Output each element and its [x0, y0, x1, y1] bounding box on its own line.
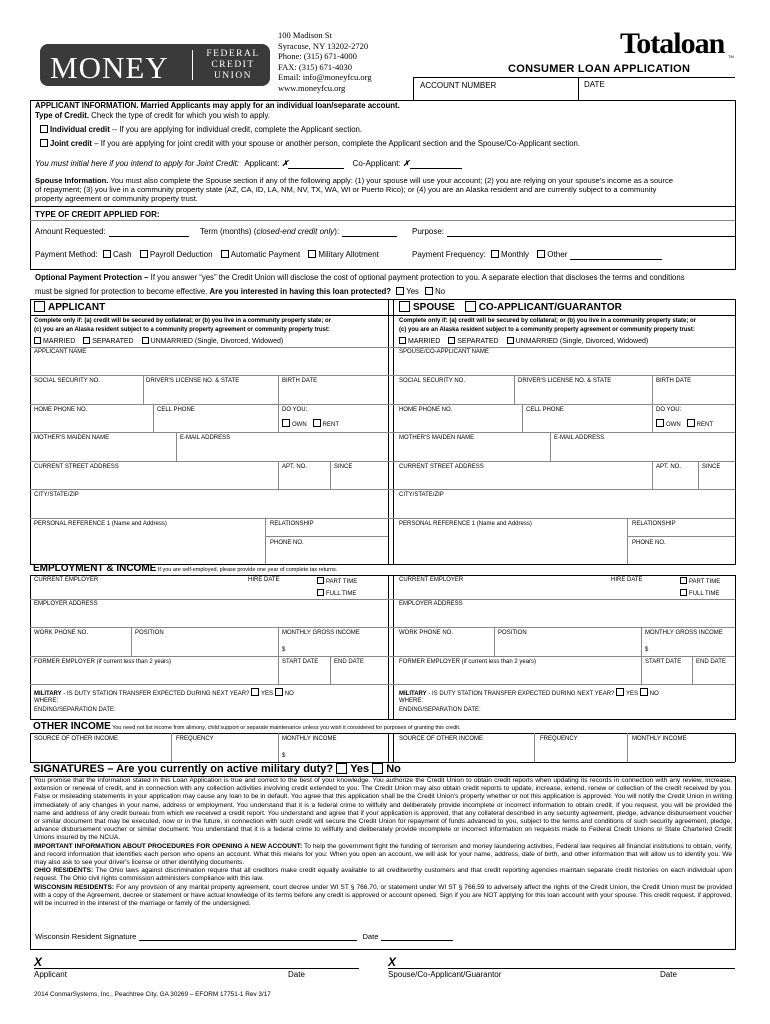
coapplicant-hire-label: HIRE DATE: [611, 577, 643, 583]
coapplicant-relationship-label: RELATIONSHIP: [632, 521, 676, 527]
purpose-label: Purpose:: [412, 227, 445, 236]
applicant-street-label: CURRENT STREET ADDRESS: [34, 464, 119, 470]
coapplicant-cell-label: CELL PHONE: [526, 407, 564, 413]
coapplicant-ending-date-label: ENDING/SEPARATION DATE:: [399, 707, 481, 713]
applicant-other-income-dollar: $: [282, 753, 286, 759]
applicant-signature-date-label: Date: [288, 970, 305, 979]
coapplicant-other-income-monthly-label: MONTHLY INCOME: [632, 736, 687, 742]
applicant-do-you-label: DO YOU:: [282, 407, 308, 413]
other-frequency-label: Other: [547, 250, 568, 259]
payment-frequency-label: Payment Frequency:: [412, 250, 486, 259]
ohio-title: OHIO RESIDENTS:: [34, 867, 94, 875]
amount-requested-label: Amount Requested:: [35, 227, 106, 236]
coapplicant-part-time-label: PART TIME: [689, 579, 721, 585]
logo-credit-text: CREDIT: [211, 60, 255, 70]
coapplicant-apt-label: APT. NO.: [656, 464, 682, 470]
cash-checkbox[interactable]: [103, 250, 111, 258]
applicant-rent-checkbox[interactable]: [313, 419, 321, 427]
address-phone: Phone: (315) 671-4000: [278, 51, 357, 61]
address-fax: FAX: (315) 671-4030: [278, 61, 352, 72]
wisconsin-signature-field[interactable]: [139, 940, 357, 941]
payment-protection-text-2: must be signed for protection to become effective.: [35, 287, 208, 296]
wisconsin-text: For any provision of any marital property agreement, court decree under WI ST § 766.70, or statement under WI ST § 766.59 to adversely affect the rights of the Credit Union, the Credit Union must be provided with a copy of the Agreement, decree or statement or have actual knowledge of its terms before any credit is approved or account opened. Sign if you are NOT applying for this loan account with your spouse. This credit request, if approved, will be incurred in the interest of the marriage or family of the undersigned.: [34, 883, 732, 908]
applicant-unmarried-checkbox[interactable]: [142, 337, 149, 344]
term-label: Term (months) (: [200, 227, 257, 236]
applicant-gross-income-dollar: $: [282, 647, 286, 653]
employment-heading: EMPLOYMENT & INCOME: [33, 563, 157, 574]
spouse-info-text-2: of repayment; (3) you live in a community property state (AZ, CA, ID, LA, NM, NV, TX, WA, WI or Puerto Rico); or (4) you are an Alaska resident and are currently subject to a community: [35, 185, 657, 194]
coapplicant-transfer-no-checkbox[interactable]: [640, 688, 648, 696]
signatures-paragraph-1: You promise that the information stated in this Loan Application is true and correct to the best of your knowledge. You authorize the Credit Union to obtain credit reports when updating its records in connection with any review, increase, extension or renewal of credit, and in connection with any collection activities involving credit extended to you. The Credit Union may also obtain credit reports to update, increase, extend, renew or collection of the credit received by you. False or misleading statements in your application may cause any loan to be in default. You agree that this application shall be the Credit Union's property whether or not this application is approved. You will notify the Credit Union in writing immediately of any changes in your name, address or employment. You understand that it is a federal crime to willfully and deliberately provide incomplete or incorrect information to obtain credit. If you request, you will be provided the name and address of any credit bureau from which we received a credit report. You understand and agree that if your application is approved, that any collateral described in any security agreement, pledge, advance disbursement voucher or similar document that may be executed, now or in the future, in connection with such credit will secure the Credit Union for repayment of funds advanced to you, subject to the terms and conditions of such security agreement, pledge, advance disbursement voucher or similar document. You understand that it is a federal crime to willfully and deliberately provide incomplete or incorrect information on requests made to Federal Credit Unions or State Chartered Credit Unions insured by the NCUA.: [34, 777, 732, 842]
other-frequency-checkbox[interactable]: [537, 250, 545, 258]
new-account-text: To help the government fight the funding of terrorism and money laundering activities, Federal law requires all financial institutions to obtain, verify, and record information that identifies each person who opens an account. What this means for you: When you open an account, we will ask for your name, address, date of birth, and other information that will allow us to identify you. We may also ask to see your driver's license or other identifying documents.: [34, 842, 733, 867]
applicant-part-time-label: PART TIME: [326, 579, 358, 585]
applicant-ssn-label: SOCIAL SECURITY NO.: [34, 378, 101, 384]
coapplicant-gross-income-label: MONTHLY GROSS INCOME: [645, 630, 723, 636]
applicant-unmarried-label: UNMARRIED (Single, Divorced, Widowed): [150, 338, 284, 345]
address-city: Syracuse, NY 13202-2720: [278, 40, 369, 51]
payment-protection-text-1: If you answer “yes” the Credit Union will disclose the cost of optional payment protection to you. A separate election that discloses the terms and conditions: [148, 273, 685, 282]
applicant-ending-date-label: ENDING/SEPARATION DATE:: [34, 707, 116, 713]
coapplicant-part-time-checkbox[interactable]: [680, 577, 687, 584]
money-fcu-logo: [40, 44, 270, 86]
coapplicant-transfer-no-label: NO: [649, 691, 659, 697]
coapplicant-complete-text-2: (c) you are an Alaska resident subject to a community property agreement or community property trust:: [399, 327, 695, 333]
applicant-where-label: WHERE:: [34, 698, 58, 704]
coapplicant-other-income-source-label: SOURCE OF OTHER INCOME: [399, 736, 484, 742]
ohio-text: The Ohio laws against discrimination require that all creditors make credit equally available to all creditworthy customers and that credit reporting agencies maintain separate credit histories on each individual upon request. The Ohio civil rights commission administers compliance with this law.: [34, 867, 732, 883]
applicant-complete-text-2: (c) you are an Alaska resident subject to a community property agreement or community property trust:: [34, 327, 330, 333]
payment-method-label: Payment Method:: [35, 250, 98, 259]
term-label-end: ):: [334, 227, 340, 236]
applicant-apt-label: APT. NO.: [282, 464, 308, 470]
coapplicant-where-label: WHERE:: [399, 698, 423, 704]
applicant-employer-label: CURRENT EMPLOYER: [34, 577, 99, 583]
coapplicant-initial-x: ✗: [402, 159, 410, 168]
coapplicant-dl-label: DRIVER'S LICENSE NO. & STATE: [518, 378, 612, 384]
applicant-married-checkbox[interactable]: [34, 337, 41, 344]
individual-credit-text: -- If you are applying for individual credit, complete the Applicant section.: [109, 125, 363, 134]
employment-note: If you are self-employed, please provide one year of complete tax returns.: [156, 567, 338, 573]
applicant-email-label: E-MAIL ADDRESS: [180, 435, 231, 441]
coapplicant-work-phone-label: WORK PHONE NO.: [399, 630, 454, 636]
applicant-checkbox[interactable]: [34, 301, 45, 312]
individual-credit-checkbox[interactable]: [40, 125, 48, 133]
active-military-no-checkbox[interactable]: [372, 763, 383, 774]
joint-credit-text: – If you are applying for joint credit with your spouse or another person, complete the Applicant section and the Spouse/Co-Applicant section.: [92, 139, 581, 148]
coapplicant-separated-label: SEPARATED: [457, 338, 499, 345]
coapplicant-signature-x: X: [388, 955, 397, 969]
monthly-checkbox[interactable]: [491, 250, 499, 258]
military-allotment-label: Military Allotment: [318, 250, 379, 259]
wisconsin-date-label: Date: [362, 932, 379, 941]
applicant-work-phone-label: WORK PHONE NO.: [34, 630, 89, 636]
applicant-own-label: OWN: [292, 422, 307, 428]
purpose-field[interactable]: [447, 236, 735, 237]
credit-union-address: [278, 30, 372, 93]
coapplicant-email-label: E-MAIL ADDRESS: [554, 435, 605, 441]
applicant-city-label: CITY/STATE/ZIP: [34, 492, 79, 498]
form-footer: 2014 ConmarSystems, Inc., Peachtree City, GA 30269 – EFORM 17751-1 Rev 3/17: [34, 991, 271, 998]
coapplicant-transfer-yes-label: YES: [626, 691, 639, 697]
spouse-info-text-1: You must also complete the Spouse section if any of the following apply: (1) your spouse will use your account; (2) you are relying on your spouse's income as a source: [108, 176, 673, 185]
coapplicant-married-checkbox[interactable]: [399, 337, 406, 344]
applicant-cell-label: CELL PHONE: [157, 407, 195, 413]
applicant-complete-text-1: Complete only if: (a) credit will be secured by collateral; or (b) you live in a community property state; or: [34, 318, 332, 324]
coapplicant-full-time-checkbox[interactable]: [680, 589, 687, 596]
totaloan-logo: Totaloan: [620, 27, 725, 60]
coapplicant-end-date-label: END DATE: [696, 659, 726, 665]
applicant-transfer-yes-checkbox[interactable]: [251, 688, 259, 696]
coapplicant-city-label: CITY/STATE/ZIP: [399, 492, 444, 498]
joint-credit-label: Joint credit: [50, 139, 93, 148]
payment-protection-title: Optional Payment Protection –: [35, 273, 149, 282]
applicant-other-income-monthly-label: MONTHLY INCOME: [282, 736, 337, 742]
protection-yes-label: Yes: [406, 287, 419, 296]
coapplicant-birth-label: BIRTH DATE: [656, 378, 692, 384]
coapplicant-separated-checkbox[interactable]: [448, 337, 455, 344]
applicant-own-checkbox[interactable]: [282, 419, 290, 427]
spouse-info-text-3: property agreement or community property trust.: [35, 194, 198, 203]
payment-protection-question: Are you interested in having this loan protected?: [209, 287, 392, 296]
applicant-transfer-yes-label: YES: [261, 691, 274, 697]
applicant-military-label: MILITARY: [34, 691, 62, 697]
applicant-signature-x: X: [34, 955, 43, 969]
applicant-separated-checkbox[interactable]: [83, 337, 90, 344]
coapplicant-maiden-label: MOTHER'S MAIDEN NAME: [399, 435, 475, 441]
coapplicant-position-label: POSITION: [498, 630, 527, 636]
active-military-yes-label: Yes: [350, 763, 370, 775]
coapplicant-initial-label: Co-Applicant:: [352, 159, 401, 168]
applicant-transfer-no-label: NO: [284, 691, 294, 697]
payroll-label: Payroll Deduction: [149, 250, 213, 259]
coapplicant-employer-address-label: EMPLOYER ADDRESS: [399, 601, 463, 607]
coapplicant-rent-label: RENT: [696, 422, 714, 428]
coapplicant-military-question: - IS DUTY STATION TRANSFER EXPECTED DURING NEXT YEAR?: [426, 691, 615, 697]
joint-credit-checkbox[interactable]: [40, 139, 48, 147]
coapplicant-start-date-label: START DATE: [645, 659, 682, 665]
coapplicant-own-label: OWN: [666, 422, 681, 428]
coapplicant-ssn-label: SOCIAL SECURITY NO.: [399, 378, 466, 384]
applicant-end-date-label: END DATE: [334, 659, 364, 665]
applicant-employer-address-label: EMPLOYER ADDRESS: [34, 601, 98, 607]
wisconsin-signature-label: Wisconsin Resident Signature: [35, 932, 137, 941]
applicant-rent-label: RENT: [322, 422, 340, 428]
new-account-title: IMPORTANT INFORMATION ABOUT PROCEDURES FOR OPENING A NEW ACCOUNT:: [34, 842, 303, 850]
applicant-initial-x: ✗: [281, 159, 289, 168]
coapplicant-section-title: CO-APPLICANT/GUARANTOR: [478, 302, 622, 313]
automatic-checkbox[interactable]: [221, 250, 229, 258]
spouse-info-title: Spouse Information.: [35, 176, 109, 185]
applicant-maiden-label: MOTHER'S MAIDEN NAME: [34, 435, 110, 441]
coapplicant-home-phone-label: HOME PHONE NO.: [399, 407, 453, 413]
coapplicant-own-checkbox[interactable]: [656, 419, 664, 427]
credit-type-heading: TYPE OF CREDIT APPLIED FOR:: [35, 210, 160, 219]
applicant-full-time-label: FULL TIME: [326, 591, 357, 597]
applicant-info-heading: APPLICANT INFORMATION. Married Applicants may apply for an individual loan/separate account.: [35, 101, 400, 110]
type-credit-title: Type of Credit.: [35, 111, 90, 120]
logo-money-text: MONEY: [50, 50, 169, 85]
applicant-hire-label: HIRE DATE: [248, 577, 280, 583]
coapplicant-employer-label: CURRENT EMPLOYER: [399, 577, 464, 583]
applicant-initial-field[interactable]: [288, 168, 344, 169]
applicant-initial-label: Applicant:: [244, 159, 280, 168]
applicant-married-label: MARRIED: [43, 338, 76, 345]
applicant-dl-label: DRIVER'S LICENSE NO. & STATE: [146, 378, 240, 384]
applicant-former-employer-label: FORMER EMPLOYER (if current less than 2 years): [34, 659, 172, 665]
coapplicant-do-you-label: DO YOU:: [656, 407, 682, 413]
applicant-full-time-checkbox[interactable]: [317, 589, 324, 596]
payroll-checkbox[interactable]: [140, 250, 148, 258]
page-title: CONSUMER LOAN APPLICATION: [508, 63, 691, 75]
coapplicant-signature-line[interactable]: [388, 968, 735, 969]
applicant-other-income-source-label: SOURCE OF OTHER INCOME: [34, 736, 119, 742]
coapplicant-transfer-yes-checkbox[interactable]: [616, 688, 624, 696]
cash-label: Cash: [112, 250, 132, 259]
coapplicant-former-employer-label: FORMER EMPLOYER (if current less than 2 years): [399, 659, 537, 665]
protection-yes-checkbox[interactable]: [396, 287, 404, 295]
joint-initial-text: You must initial here if you intend to apply for Joint Credit:: [35, 159, 240, 168]
other-frequency-field[interactable]: [570, 259, 662, 260]
applicant-position-label: POSITION: [135, 630, 164, 636]
other-income-note: You need not list income from alimony, child support or separate maintenance unless you wish it considered for purposes of granting this credit.: [110, 725, 461, 731]
coapplicant-rent-checkbox[interactable]: [687, 419, 695, 427]
coapplicant-signature-date-label: Date: [660, 970, 677, 979]
applicant-ref-phone-label: PHONE NO.: [270, 540, 304, 546]
protection-no-label: No: [435, 287, 446, 296]
applicant-gross-income-label: MONTHLY GROSS INCOME: [282, 630, 360, 636]
applicant-military-question: - IS DUTY STATION TRANSFER EXPECTED DURING NEXT YEAR?: [61, 691, 250, 697]
term-note: closed-end credit only: [256, 227, 335, 236]
applicant-signature-line[interactable]: [34, 968, 359, 969]
logo-union-text: UNION: [213, 71, 253, 81]
applicant-reference-label: PERSONAL REFERENCE 1 (Name and Address): [34, 521, 167, 527]
coapplicant-complete-text-1: Complete only if: (a) credit will be secured by collateral; or (b) you live in a community property state; or: [399, 318, 697, 324]
automatic-label: Automatic Payment: [230, 250, 301, 259]
address-website: www.moneyfcu.org: [278, 82, 346, 93]
monthly-label: Monthly: [501, 250, 530, 259]
type-credit-text: Check the type of credit for which you wish to apply.: [89, 111, 271, 120]
coapplicant-married-label: MARRIED: [408, 338, 441, 345]
applicant-section-title: APPLICANT: [48, 302, 106, 313]
applicant-separated-label: SEPARATED: [92, 338, 134, 345]
applicant-home-phone-label: HOME PHONE NO.: [34, 407, 88, 413]
amount-requested-field[interactable]: [109, 236, 189, 237]
applicant-start-date-label: START DATE: [282, 659, 319, 665]
coapplicant-name-label: SPOUSE/CO-APPLICANT NAME: [399, 349, 489, 355]
applicant-birth-label: BIRTH DATE: [282, 378, 318, 384]
applicant-other-income-frequency-label: FREQUENCY: [176, 736, 214, 742]
individual-credit-label: Individual credit: [50, 125, 110, 134]
coapplicant-checkbox[interactable]: [465, 301, 476, 312]
active-military-yes-checkbox[interactable]: [336, 763, 347, 774]
coapplicant-signature-label: Spouse/Co-Applicant/Guarantor: [388, 970, 502, 979]
coapplicant-unmarried-label: UNMARRIED (Single, Divorced, Widowed): [515, 338, 649, 345]
account-number-label: ACCOUNT NUMBER: [420, 81, 497, 90]
military-allotment-checkbox[interactable]: [308, 250, 316, 258]
protection-no-checkbox[interactable]: [425, 287, 433, 295]
coapplicant-full-time-label: FULL TIME: [689, 591, 720, 597]
term-field[interactable]: [342, 236, 397, 237]
applicant-part-time-checkbox[interactable]: [317, 577, 324, 584]
signatures-heading: SIGNATURES – Are you currently on active military duty?: [33, 763, 334, 775]
spouse-section-title: SPOUSE: [413, 302, 455, 313]
applicant-name-label: APPLICANT NAME: [34, 349, 87, 355]
active-military-no-label: No: [386, 763, 401, 775]
coapplicant-military-label: MILITARY: [399, 691, 427, 697]
coapplicant-ref-phone-label: PHONE NO.: [632, 540, 666, 546]
coapplicant-reference-label: PERSONAL REFERENCE 1 (Name and Address): [399, 521, 532, 527]
wisconsin-date-field[interactable]: [381, 940, 453, 941]
coapplicant-since-label: SINCE: [702, 464, 721, 470]
coapplicant-gross-income-dollar: $: [645, 647, 649, 653]
coapplicant-initial-field[interactable]: [410, 168, 462, 169]
applicant-since-label: SINCE: [334, 464, 353, 470]
coapplicant-other-income-frequency-label: FREQUENCY: [540, 736, 578, 742]
spouse-checkbox[interactable]: [399, 301, 410, 312]
wisconsin-title: WISCONSIN RESIDENTS:: [34, 883, 115, 891]
address-street: 100 Madison St: [278, 30, 332, 40]
trademark-mark: TM: [728, 54, 734, 59]
coapplicant-unmarried-checkbox[interactable]: [507, 337, 514, 344]
coapplicant-street-label: CURRENT STREET ADDRESS: [399, 464, 484, 470]
date-label: DATE: [584, 80, 605, 89]
applicant-transfer-no-checkbox[interactable]: [275, 688, 283, 696]
logo-divider: [192, 50, 193, 80]
applicant-relationship-label: RELATIONSHIP: [270, 521, 314, 527]
applicant-signature-label: Applicant: [34, 970, 67, 979]
logo-federal-text: FEDERAL: [206, 49, 260, 59]
address-email: Email: info@moneyfcu.org: [278, 72, 372, 82]
other-income-heading: OTHER INCOME: [33, 721, 111, 732]
